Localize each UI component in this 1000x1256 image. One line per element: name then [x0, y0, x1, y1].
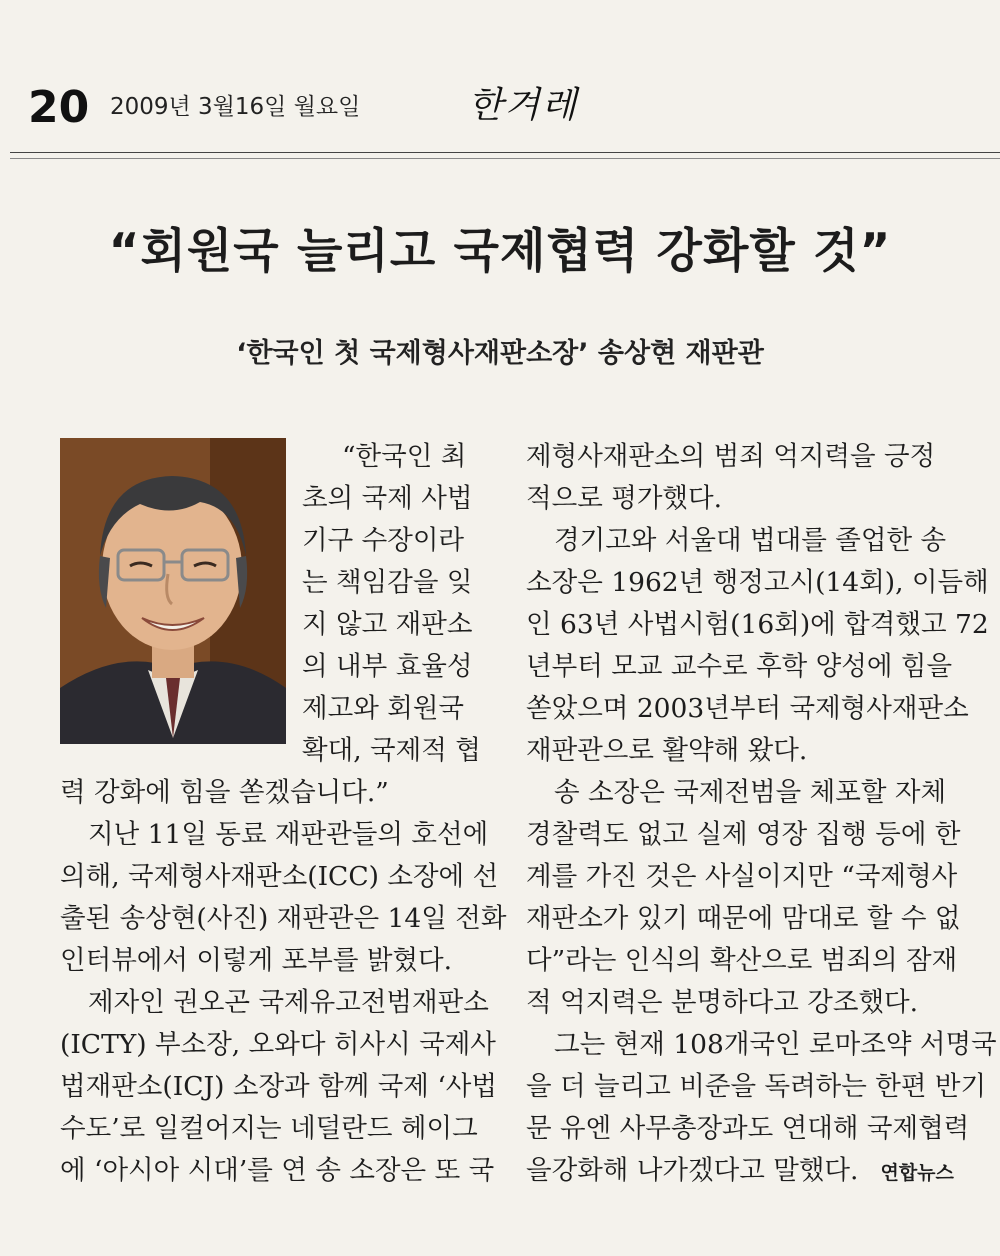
text-line: 제형사재판소의 범죄 억지력을 긍정	[526, 441, 936, 472]
text-line: 확대, 국제적 협	[302, 735, 481, 766]
portrait-photo	[60, 438, 286, 744]
text-line: 력 강화에 힘을 쏟겠습니다.”	[60, 777, 389, 808]
masthead-rule	[10, 152, 1000, 153]
text-line: “한국인 최	[342, 441, 467, 472]
text-line: 인 63년 사법시험(16회)에 합격했고 72	[526, 609, 989, 640]
text-line: 의해, 국제형사재판소(ICC) 소장에 선	[60, 861, 499, 892]
text-line: (ICTY) 부소장, 오와다 히사시 국제사	[60, 1029, 496, 1060]
article-column-left-narrow	[302, 436, 492, 772]
text-line: 을 더 늘리고 비준을 독려하는 한편 반기	[526, 1071, 987, 1102]
text-line: 지난 11일 동료 재판관들의 호선에	[88, 819, 489, 850]
masthead	[0, 0, 1000, 160]
text-line: 인터뷰에서 이렇게 포부를 밝혔다.	[60, 945, 453, 976]
text-line: 법재판소(ICJ) 소장과 함께 국제 ‘사법	[60, 1071, 497, 1102]
text-line: 계를 가진 것은 사실이지만 “국제형사	[526, 861, 958, 892]
text-line: 쏟았으며 2003년부터 국제형사재판소	[526, 693, 969, 724]
text-line: 지 않고 재판소	[302, 609, 473, 640]
text-line: 초의 국제 사법	[302, 483, 473, 514]
text-line: 제고와 회원국	[302, 693, 465, 724]
article-column-right	[526, 436, 997, 1192]
text-line: 년부터 모교 교수로 후학 양성에 힘을	[526, 651, 953, 682]
text-line: 출된 송상현(사진) 재판관은 14일 전화	[60, 903, 507, 934]
text-line: 재판관으로 활약해 왔다.	[526, 735, 808, 766]
last-text-line	[526, 1150, 966, 1192]
text-line: 적 억지력은 분명하다고 강조했다.	[526, 987, 919, 1018]
text-line: 소장은 1962년 행정고시(14회), 이듬해	[526, 567, 989, 598]
text-line: 기구 수장이라	[302, 525, 465, 556]
article-headline: “회원국 늘리고 국제협력 강화할 것”	[108, 224, 892, 279]
newspaper-logo: 한겨레	[468, 85, 579, 126]
article-column-left-wide	[60, 772, 507, 1192]
text-line: 제자인 권오곤 국제유고전범재판소	[88, 987, 489, 1018]
text-line: 문 유엔 사무총장과도 연대해 국제협력	[526, 1113, 970, 1144]
page-number: 20	[28, 82, 90, 133]
text-line: 송 소장은 국제전범을 체포할 자체	[554, 777, 947, 808]
text-line: 적으로 평가했다.	[526, 483, 723, 514]
text-line: 에 ‘아시아 시대’를 연 송 소장은 또 국	[60, 1155, 495, 1186]
text-line: 그는 현재 108개국인 로마조약 서명국	[554, 1029, 997, 1060]
text-line: 경기고와 서울대 법대를 졸업한 송	[554, 525, 947, 556]
masthead-rule-thin	[10, 158, 1000, 159]
issue-date: 2009년 3월16일 월요일	[110, 94, 361, 120]
text-line: 경찰력도 없고 실제 영장 집행 등에 한	[526, 819, 961, 850]
text-line: 재판소가 있기 때문에 맘대로 할 수 없	[526, 903, 961, 934]
text-line: 의 내부 효율성	[302, 651, 473, 682]
text-line: 다”라는 인식의 확산으로 범죄의 잠재	[526, 945, 958, 976]
article-subheadline: ‘한국인 첫 국제형사재판소장’ 송상현 재판관	[236, 338, 764, 369]
byline: 연합뉴스	[880, 1162, 954, 1184]
text-line: 수도’로 일컬어지는 네덜란드 헤이그	[60, 1113, 478, 1144]
text-line: 는 책임감을 잊	[302, 567, 473, 598]
text-line: 을강화해 나가겠다고 말했다.	[526, 1155, 859, 1186]
portrait-illustration	[60, 438, 286, 744]
